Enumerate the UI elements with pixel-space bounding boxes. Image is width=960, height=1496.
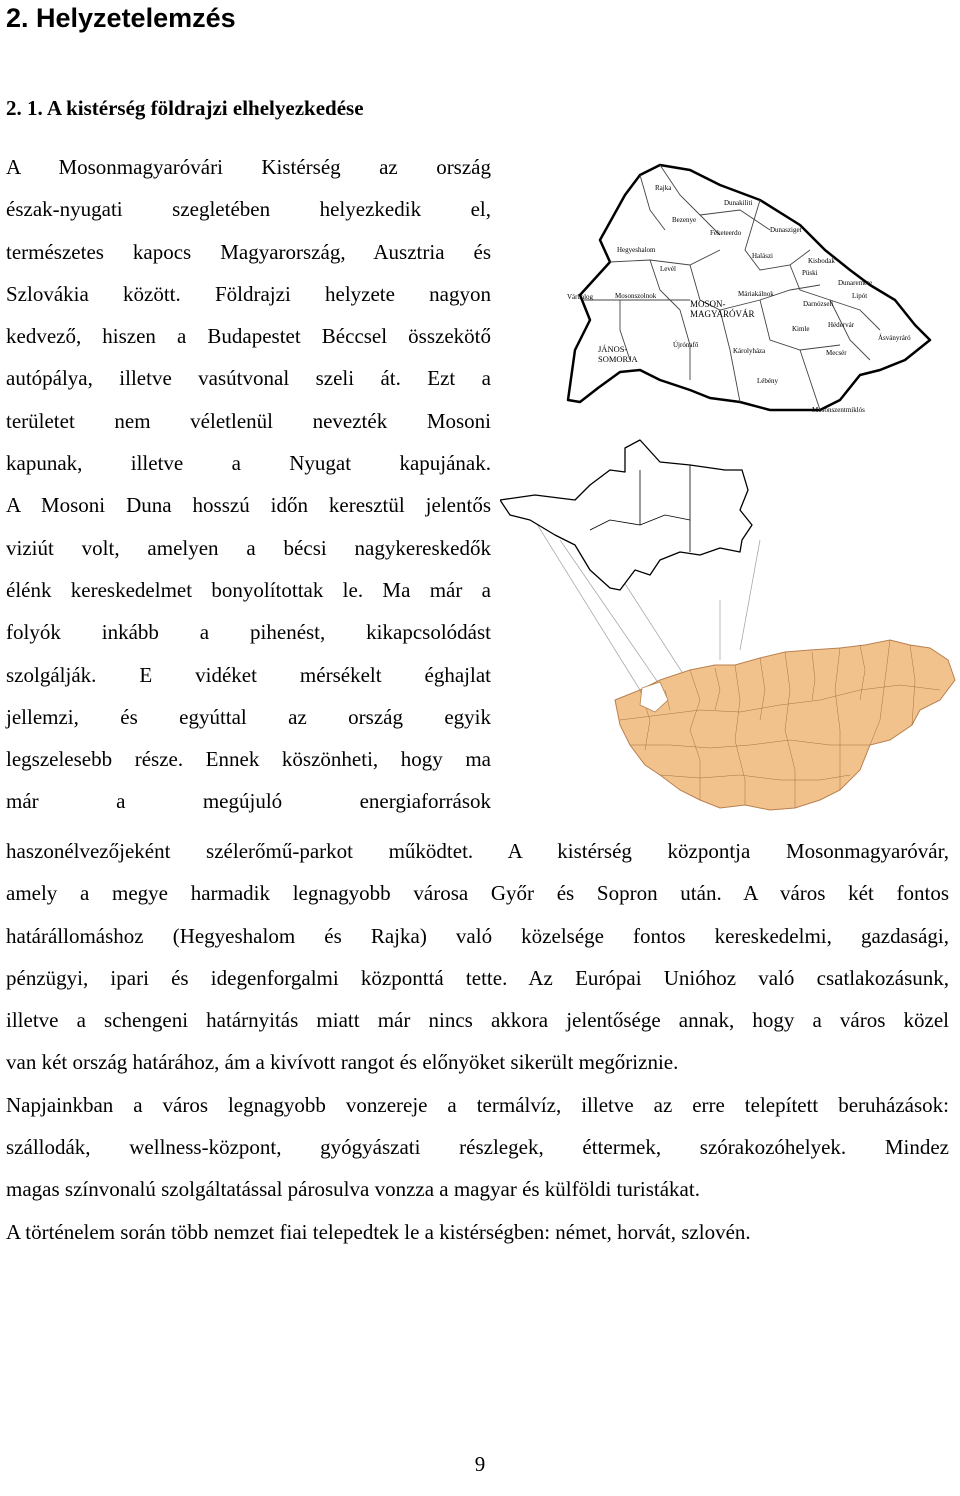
text-line: természetes kapocs Magyarország, Ausztria és <box>6 239 491 264</box>
map-label-feketeerdo: Feketeerdo <box>710 229 742 237</box>
text-line: pénzügyi, ipari és idegenforgalmi központtá tette. Az Európai Unióhoz való csatlakozásunk, <box>6 965 949 990</box>
map-label-mmo-line2: MAGYARÓVÁR <box>690 309 755 319</box>
main-paragraph <box>6 830 949 1253</box>
map-label-dunasziget: Dunasziget <box>770 226 802 234</box>
map-label-js-line2: SOMORJA <box>598 354 638 364</box>
text-line: kedvező, hiszen a Budapestet Béccsel összekötő <box>6 324 491 349</box>
text-line: amely a megye harmadik legnagyobb városa Győr és Sopron után. A város két fontos <box>6 881 949 906</box>
text-line: A Mosonmagyaróvári Kistérség az ország <box>6 155 491 179</box>
map-label-dunakiliti: Dunakiliti <box>724 199 753 207</box>
text-line: észak-nyugati szegletében helyezkedik el, <box>6 197 491 222</box>
text-line: A történelem során több nemzet fiai telepedtek le a kistérségben: német, horvát, szlovén. <box>6 1219 751 1244</box>
map-label-karolyhaza: Károlyháza <box>733 347 766 355</box>
map-label-lebeny: Lébény <box>757 377 778 385</box>
text-line: jellemzi, és egyúttal az ország egyik <box>6 704 491 729</box>
map-label-kisbodak: Kisbodak <box>808 257 835 265</box>
map-label-dunaremete: Dunaremete <box>838 279 873 287</box>
text-line: Napjainkban a város legnagyobb vonzereje a termálvíz, illetve az erre telepített beruházások: <box>6 1092 949 1117</box>
map-label-hegyeshalom: Hegyeshalom <box>617 246 656 254</box>
county-map <box>500 440 752 590</box>
map-label-asvanyraro: Ásványráró <box>878 334 911 342</box>
map-label-js-line1: JÁNOS- <box>598 344 628 354</box>
map-label-level: Levél <box>660 265 676 273</box>
text-line: szállodák, wellness-központ, gyógyászati részlegek, éttermek, szórakozóhelyek. Mindez <box>6 1135 949 1160</box>
text-line: kapunak, illetve a Nyugat kapujának. <box>6 451 491 476</box>
map-label-mariakalnok: Máriakálnok <box>738 290 774 298</box>
text-line: illetve a schengeni határnyitás miatt már nincs akkora jelentősége annak, hogy a város közel <box>6 1008 949 1033</box>
text-line: legszelesebb része. Ennek köszönheti, hogy ma <box>6 747 491 772</box>
map-label-rajka: Rajka <box>655 184 672 192</box>
map-label-mosonszentmiklos: Mosonszentmiklós <box>812 406 865 414</box>
text-line: élénk kereskedelmet bonyolítottak le. Ma már a <box>6 577 491 602</box>
text-line: viziút volt, amelyen a bécsi nagykereskedők <box>6 535 491 560</box>
text-line: Szlovákia között. Földrajzi helyzete nagyon <box>6 281 491 306</box>
map-label-bezenye: Bezenye <box>672 216 697 224</box>
map-label-halaszi: Halászi <box>752 252 773 260</box>
map-label-lipot: Lipót <box>852 292 868 300</box>
map-label-ujronafo: Újrónafő <box>673 341 699 349</box>
map-label-mosonszolnok: Mosonszolnok <box>615 292 657 300</box>
text-line: határállomáshoz (Hegyeshalom és Rajka) való közelsége fontos kereskedelmi, gazdasági, <box>6 923 949 948</box>
text-line: területet nem véletlenül nevezték Mosoni <box>6 408 491 433</box>
text-line: autópálya, illetve vasútvonal szeli át. Ezt a <box>6 366 491 391</box>
text-line: van két ország határához, ám a kivívott rangot és előnyöket sikerült megőriznie. <box>6 1050 679 1075</box>
map-label-hedervar: Hédervár <box>828 321 855 329</box>
intro-paragraph <box>6 146 491 823</box>
text-line: A Mosoni Duna hosszú időn keresztül jelentős <box>6 493 491 518</box>
region-map-figure <box>500 150 960 820</box>
map-label-kimle: Kimle <box>792 325 810 333</box>
map-label-mecser: Mecsér <box>826 349 847 357</box>
text-line: magas színvonalú szolgáltatással párosulva vonzza a magyar és külföldi turistákat. <box>6 1177 700 1202</box>
section-heading: 2. Helyzetelemzés <box>6 3 236 33</box>
map-label-mmo-line1: MOSON- <box>690 299 726 309</box>
text-line: már a megújuló energiaforrások <box>6 789 491 814</box>
text-line: szolgálják. E vidéket mérsékelt éghajlat <box>6 662 491 687</box>
text-line: haszonélvezőjeként szélerőmű-parkot működtet. A kistérség központja Mosonmagyaróvár, <box>6 839 949 863</box>
subsection-heading: 2. 1. A kistérség földrajzi elhelyezkedése <box>6 96 364 120</box>
map-label-puski: Püski <box>802 269 818 277</box>
hungary-map <box>615 640 955 810</box>
page-number: 9 <box>474 1452 486 1476</box>
map-label-darnozseli: Darnózseli <box>803 300 834 308</box>
map-label-varbalog: Várbalog <box>567 293 594 301</box>
text-line: folyók inkább a pihenést, kikapcsolódást <box>6 620 491 645</box>
